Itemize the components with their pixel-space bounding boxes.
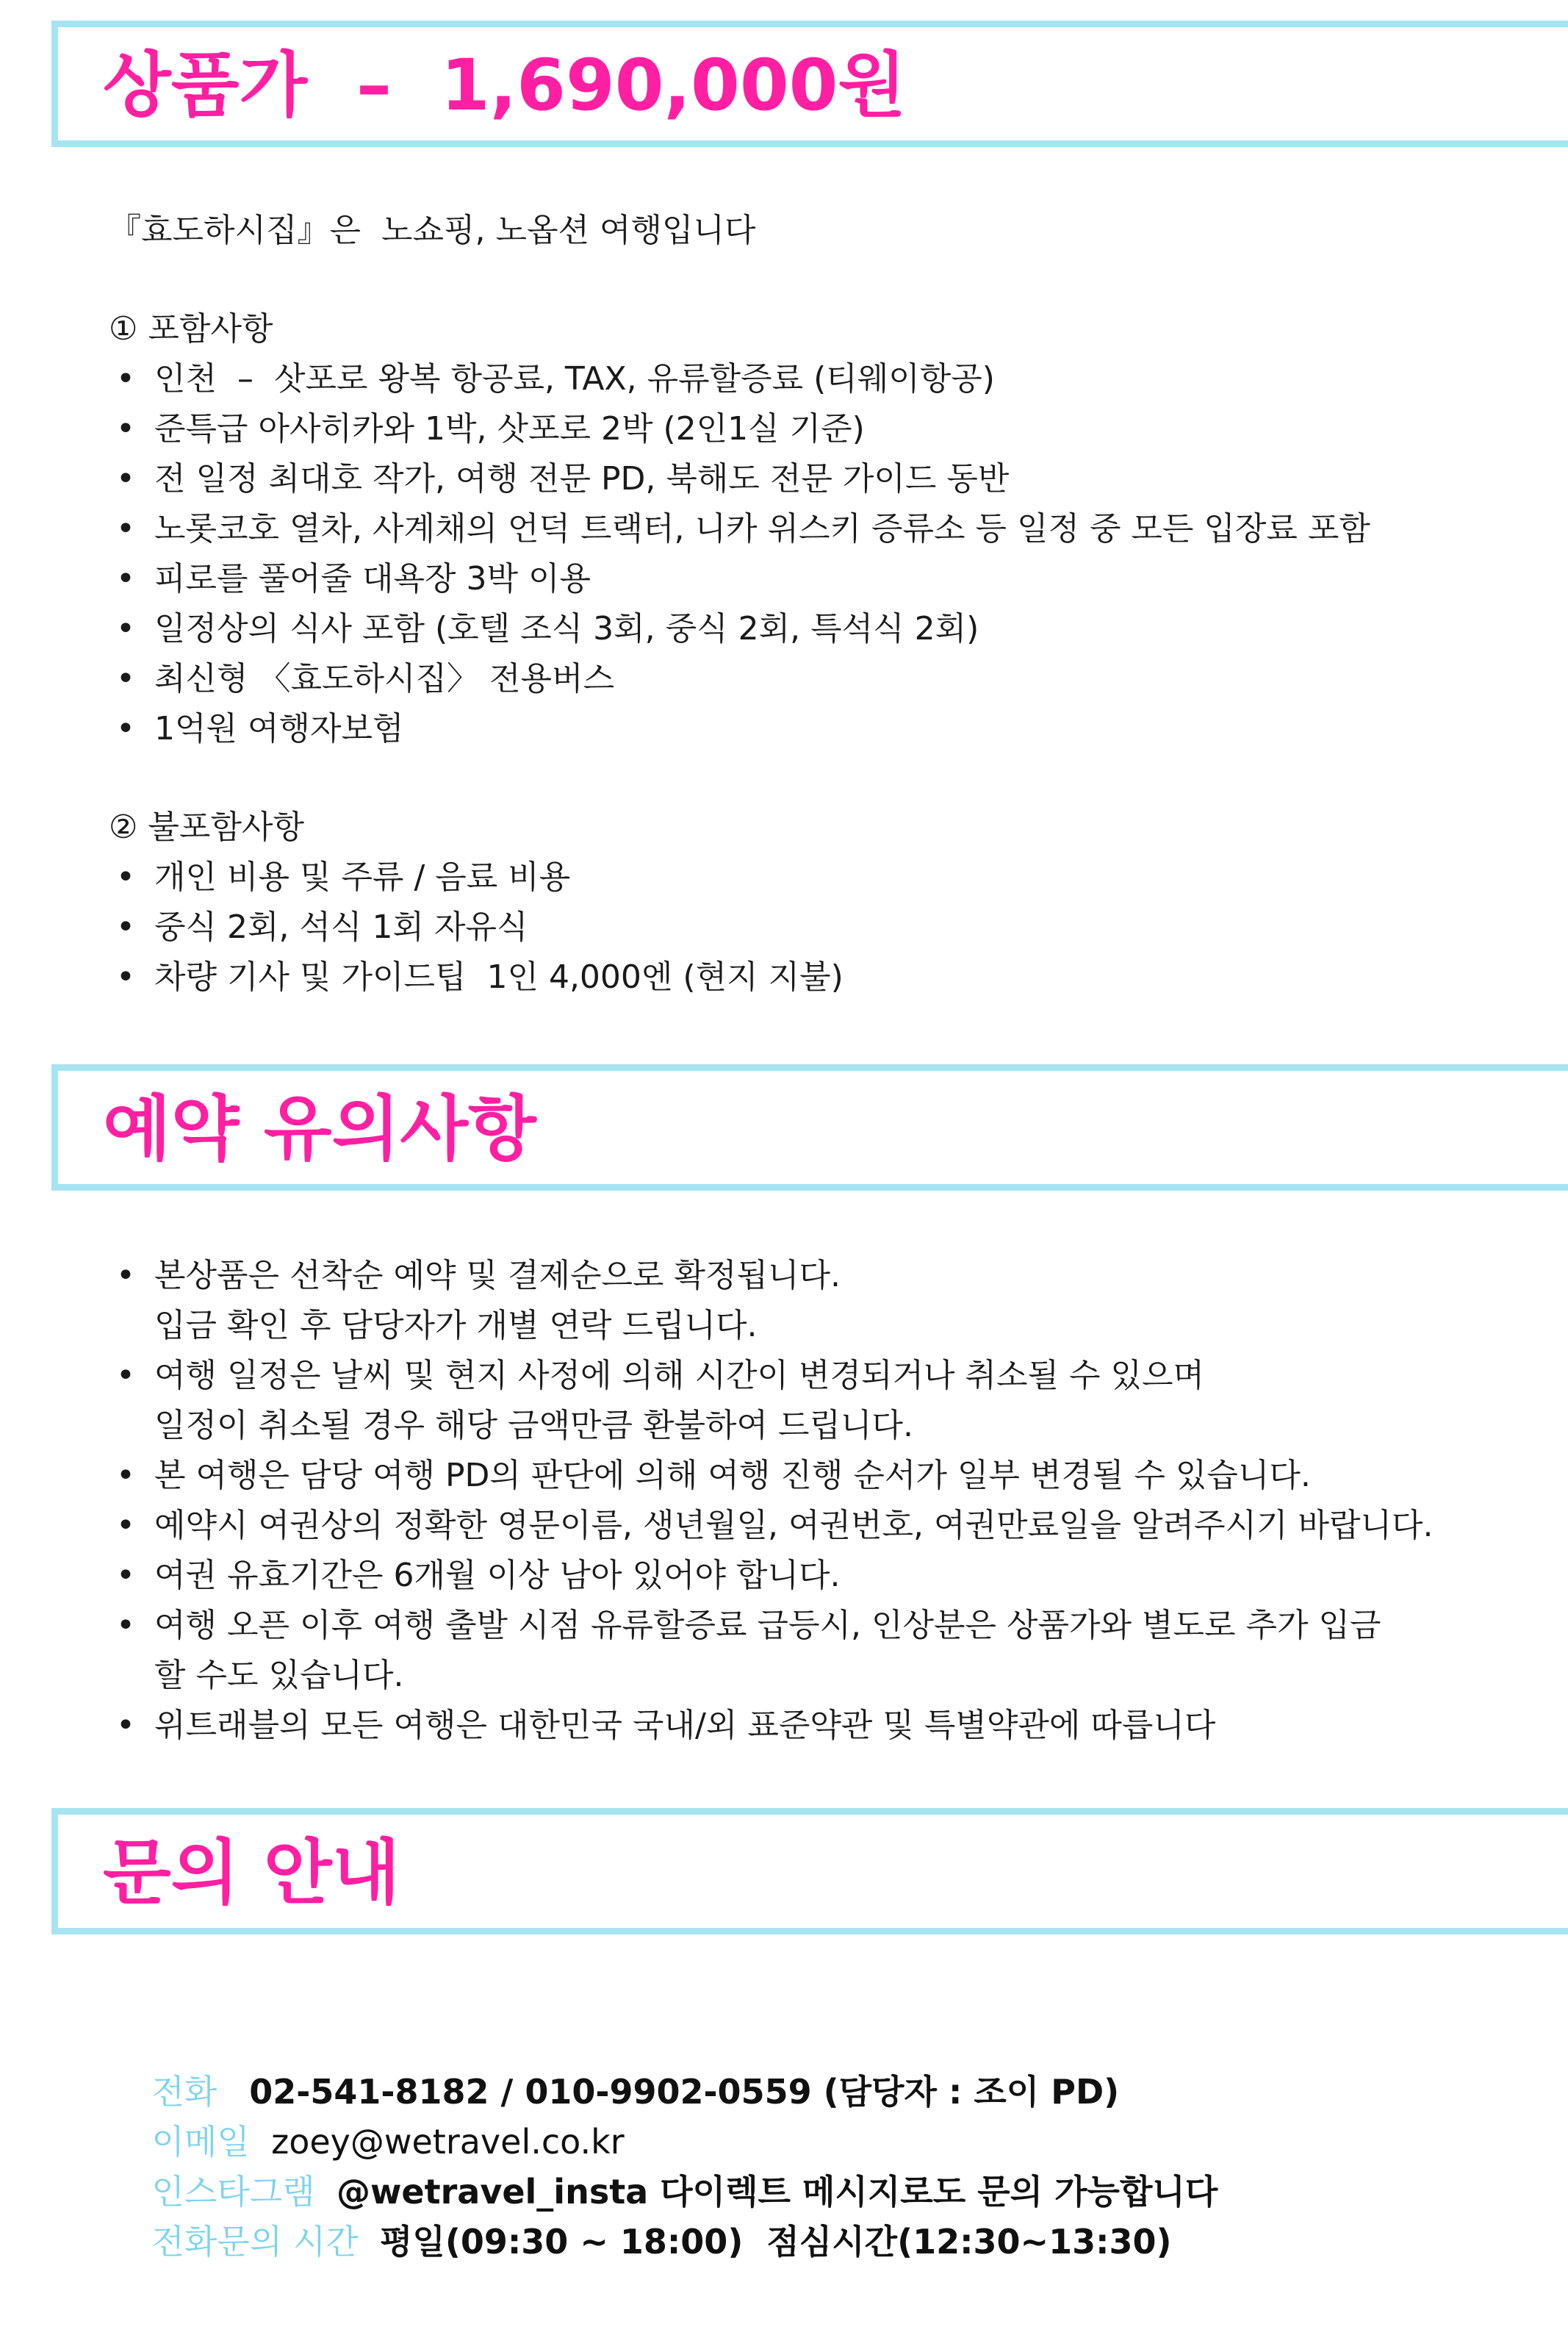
- email-label: 이메일: [151, 2122, 250, 2162]
- list-item: • 피로를 풀어줄 대욕장 3박 이용: [116, 560, 591, 598]
- notice-block: [109, 1251, 1433, 1751]
- list-item: • 여행 일정은 날씨 및 현지 사정에 의해 시간이 변경되거나 취소될 수 있으며: [116, 1357, 1204, 1394]
- contact-title: 문의 안내: [103, 1832, 400, 1914]
- list-item: • 본 여행은 담당 여행 PD의 판단에 의해 여행 진행 순서가 일부 변경될 수 있습니다.: [116, 1457, 1311, 1494]
- email-value[interactable]: zoey@wetravel.co.kr: [271, 2122, 625, 2162]
- insta-label: 인스타그램: [151, 2172, 315, 2212]
- list-item: • 차량 기사 및 가이드팁 1인 4,000엔 (현지 지불): [116, 958, 844, 996]
- excluded-block: [109, 803, 844, 1003]
- list-item: • 중식 2회, 석식 1회 자유식: [116, 908, 528, 946]
- included-block: [109, 304, 1370, 754]
- list-item: • 여행 오픈 이후 여행 출발 시점 유류할증료 급등시, 인상분은 상품가와 별도로 추가 입금: [116, 1607, 1381, 1644]
- list-item: • 위트래블의 모든 여행은 대한민국 국내/외 표준약관 및 특별약관에 따릅니다: [116, 1707, 1216, 1744]
- list-item: • 1억원 여행자보험: [116, 710, 404, 747]
- intro-text: 『효도하시집』은 노쇼핑, 노옵션 여행입니다: [109, 212, 756, 249]
- list-item: • 일정상의 식사 포함 (호텔 조식 3회, 중식 2회, 특석식 2회): [116, 610, 979, 648]
- intro-block: [109, 206, 756, 256]
- list-item-continuation: 입금 확인 후 담당자가 개별 연락 드립니다.: [154, 1307, 758, 1344]
- list-item: • 개인 비용 및 주류 / 음료 비용: [116, 858, 571, 896]
- list-item-continuation: 일정이 취소될 경우 해당 금액만큼 환불하여 드립니다.: [154, 1407, 913, 1444]
- list-item: • 예약시 여권상의 정확한 영문이름, 생년월일, 여권번호, 여권만료일을 알려주시기 바랍니다.: [116, 1507, 1434, 1544]
- hours-value: 평일(09:30 ~ 18:00) 점심시간(12:30~13:30): [380, 2222, 1172, 2262]
- contact-block: [109, 2017, 1218, 2262]
- phone-value[interactable]: 02-541-8182 / 010-9902-0559 (담당자 : 조이 PD): [249, 2072, 1120, 2112]
- list-item: • 인천 – 삿포로 왕복 항공료, TAX, 유류할증료 (티웨이항공): [116, 360, 995, 398]
- list-item-continuation: 할 수도 있습니다.: [154, 1657, 404, 1694]
- list-item: • 노롯코호 열차, 사계채의 언덕 트랙터, 니카 위스키 증류소 등 일정 중 모든 입장료 포함: [116, 510, 1370, 548]
- contact-phone-row: [109, 2017, 1218, 2112]
- notice-title: 예약 유의사항: [103, 1088, 536, 1170]
- hours-label: 전화문의 시간: [151, 2222, 359, 2262]
- list-item: • 여권 유효기간은 6개월 이상 남아 있어야 합니다.: [116, 1557, 841, 1594]
- price-title: 상품가 – 1,690,000원: [103, 44, 907, 126]
- phone-label: 전화: [151, 2072, 217, 2112]
- included-heading: ① 포함사항: [109, 310, 273, 348]
- excluded-heading: ② 불포함사항: [109, 808, 304, 846]
- list-item: • 최신형 〈효도하시집〉 전용버스: [116, 660, 615, 697]
- list-item: • 전 일정 최대호 작가, 여행 전문 PD, 북해도 전문 가이드 동반: [116, 460, 1010, 498]
- list-item: • 본상품은 선착순 예약 및 결제순으로 확정됩니다.: [116, 1257, 841, 1294]
- list-item: • 준특급 아사히카와 1박, 삿포로 2박 (2인1실 기준): [116, 410, 865, 448]
- insta-value[interactable]: @wetravel_insta 다이렉트 메시지로도 문의 가능합니다: [336, 2172, 1218, 2212]
